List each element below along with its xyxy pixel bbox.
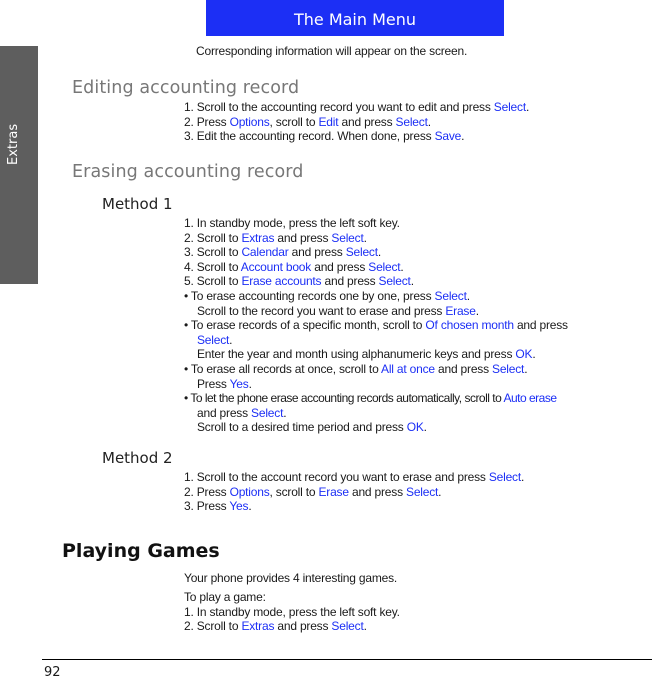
method1-line: 1. In standby mode, press the left soft key.: [184, 216, 400, 230]
method1-line: • To erase accounting records one by one, press Select.: [184, 288, 470, 303]
games-steps: [184, 590, 400, 634]
method1-line: Scroll to the record you want to erase and press Erase.: [197, 303, 479, 318]
method1-line: • To let the phone erase accounting records automatically, scroll to Auto erase: [184, 391, 557, 406]
editing-step: 2. Press Options, scroll to Edit and press Select.: [184, 114, 431, 129]
method1-line: Scroll to a desired time period and press OK.: [197, 420, 427, 435]
method2-heading: Method 2: [102, 449, 173, 467]
games-heading: Playing Games: [62, 540, 220, 562]
method1-line: Select.: [197, 332, 233, 347]
method1-line: 3. Scroll to Calendar and press Select.: [184, 245, 382, 260]
footer-divider: [42, 659, 652, 660]
editing-heading: Editing accounting record: [72, 78, 300, 98]
erasing-heading: Erasing accounting record: [72, 162, 304, 182]
games-line: 1. In standby mode, press the left soft key.: [184, 604, 400, 619]
method2-line: 1. Scroll to the account record you want to erase and press Select.: [184, 470, 525, 484]
intro-line: Corresponding information will appear on the screen.: [196, 44, 468, 58]
side-section-label: Extras: [6, 123, 21, 165]
method1-line: Press Yes.: [197, 376, 252, 391]
method1-line: 4. Scroll to Account book and press Select.: [184, 259, 404, 274]
method2-line: 3. Press Yes.: [184, 499, 252, 514]
editing-step: 1. Scroll to the accounting record you want to edit and press Select.: [184, 100, 530, 114]
games-to-play: To play a game:: [184, 590, 266, 604]
games-line: 2. Scroll to Extras and press Select.: [184, 619, 367, 634]
editing-steps: [184, 100, 529, 144]
page-number: 92: [44, 665, 61, 680]
method2-line: 2. Press Options, scroll to Erase and press Select.: [184, 484, 442, 499]
page-header-title: The Main Menu: [293, 10, 417, 29]
method1-line: 2. Scroll to Extras and press Select.: [184, 230, 367, 245]
side-section-tab: [0, 46, 38, 284]
editing-step: 3. Edit the accounting record. When done, press Save.: [184, 129, 465, 144]
method1-line: and press Select.: [197, 405, 287, 420]
method1-heading: Method 1: [102, 195, 173, 213]
page-header-banner: [206, 0, 504, 36]
method2-steps: [184, 470, 524, 514]
method1-line: Enter the year and month using alphanumeric keys and press OK.: [197, 347, 536, 362]
method1-steps: [184, 216, 568, 435]
games-intro: Your phone provides 4 interesting games.: [184, 571, 398, 585]
method1-line: • To erase all records at once, scroll to All at once and press Select.: [184, 361, 528, 376]
method1-line: 5. Scroll to Erase accounts and press Select.: [184, 274, 414, 289]
method1-line: • To erase records of a specific month, scroll to Of chosen month and press: [184, 318, 568, 333]
